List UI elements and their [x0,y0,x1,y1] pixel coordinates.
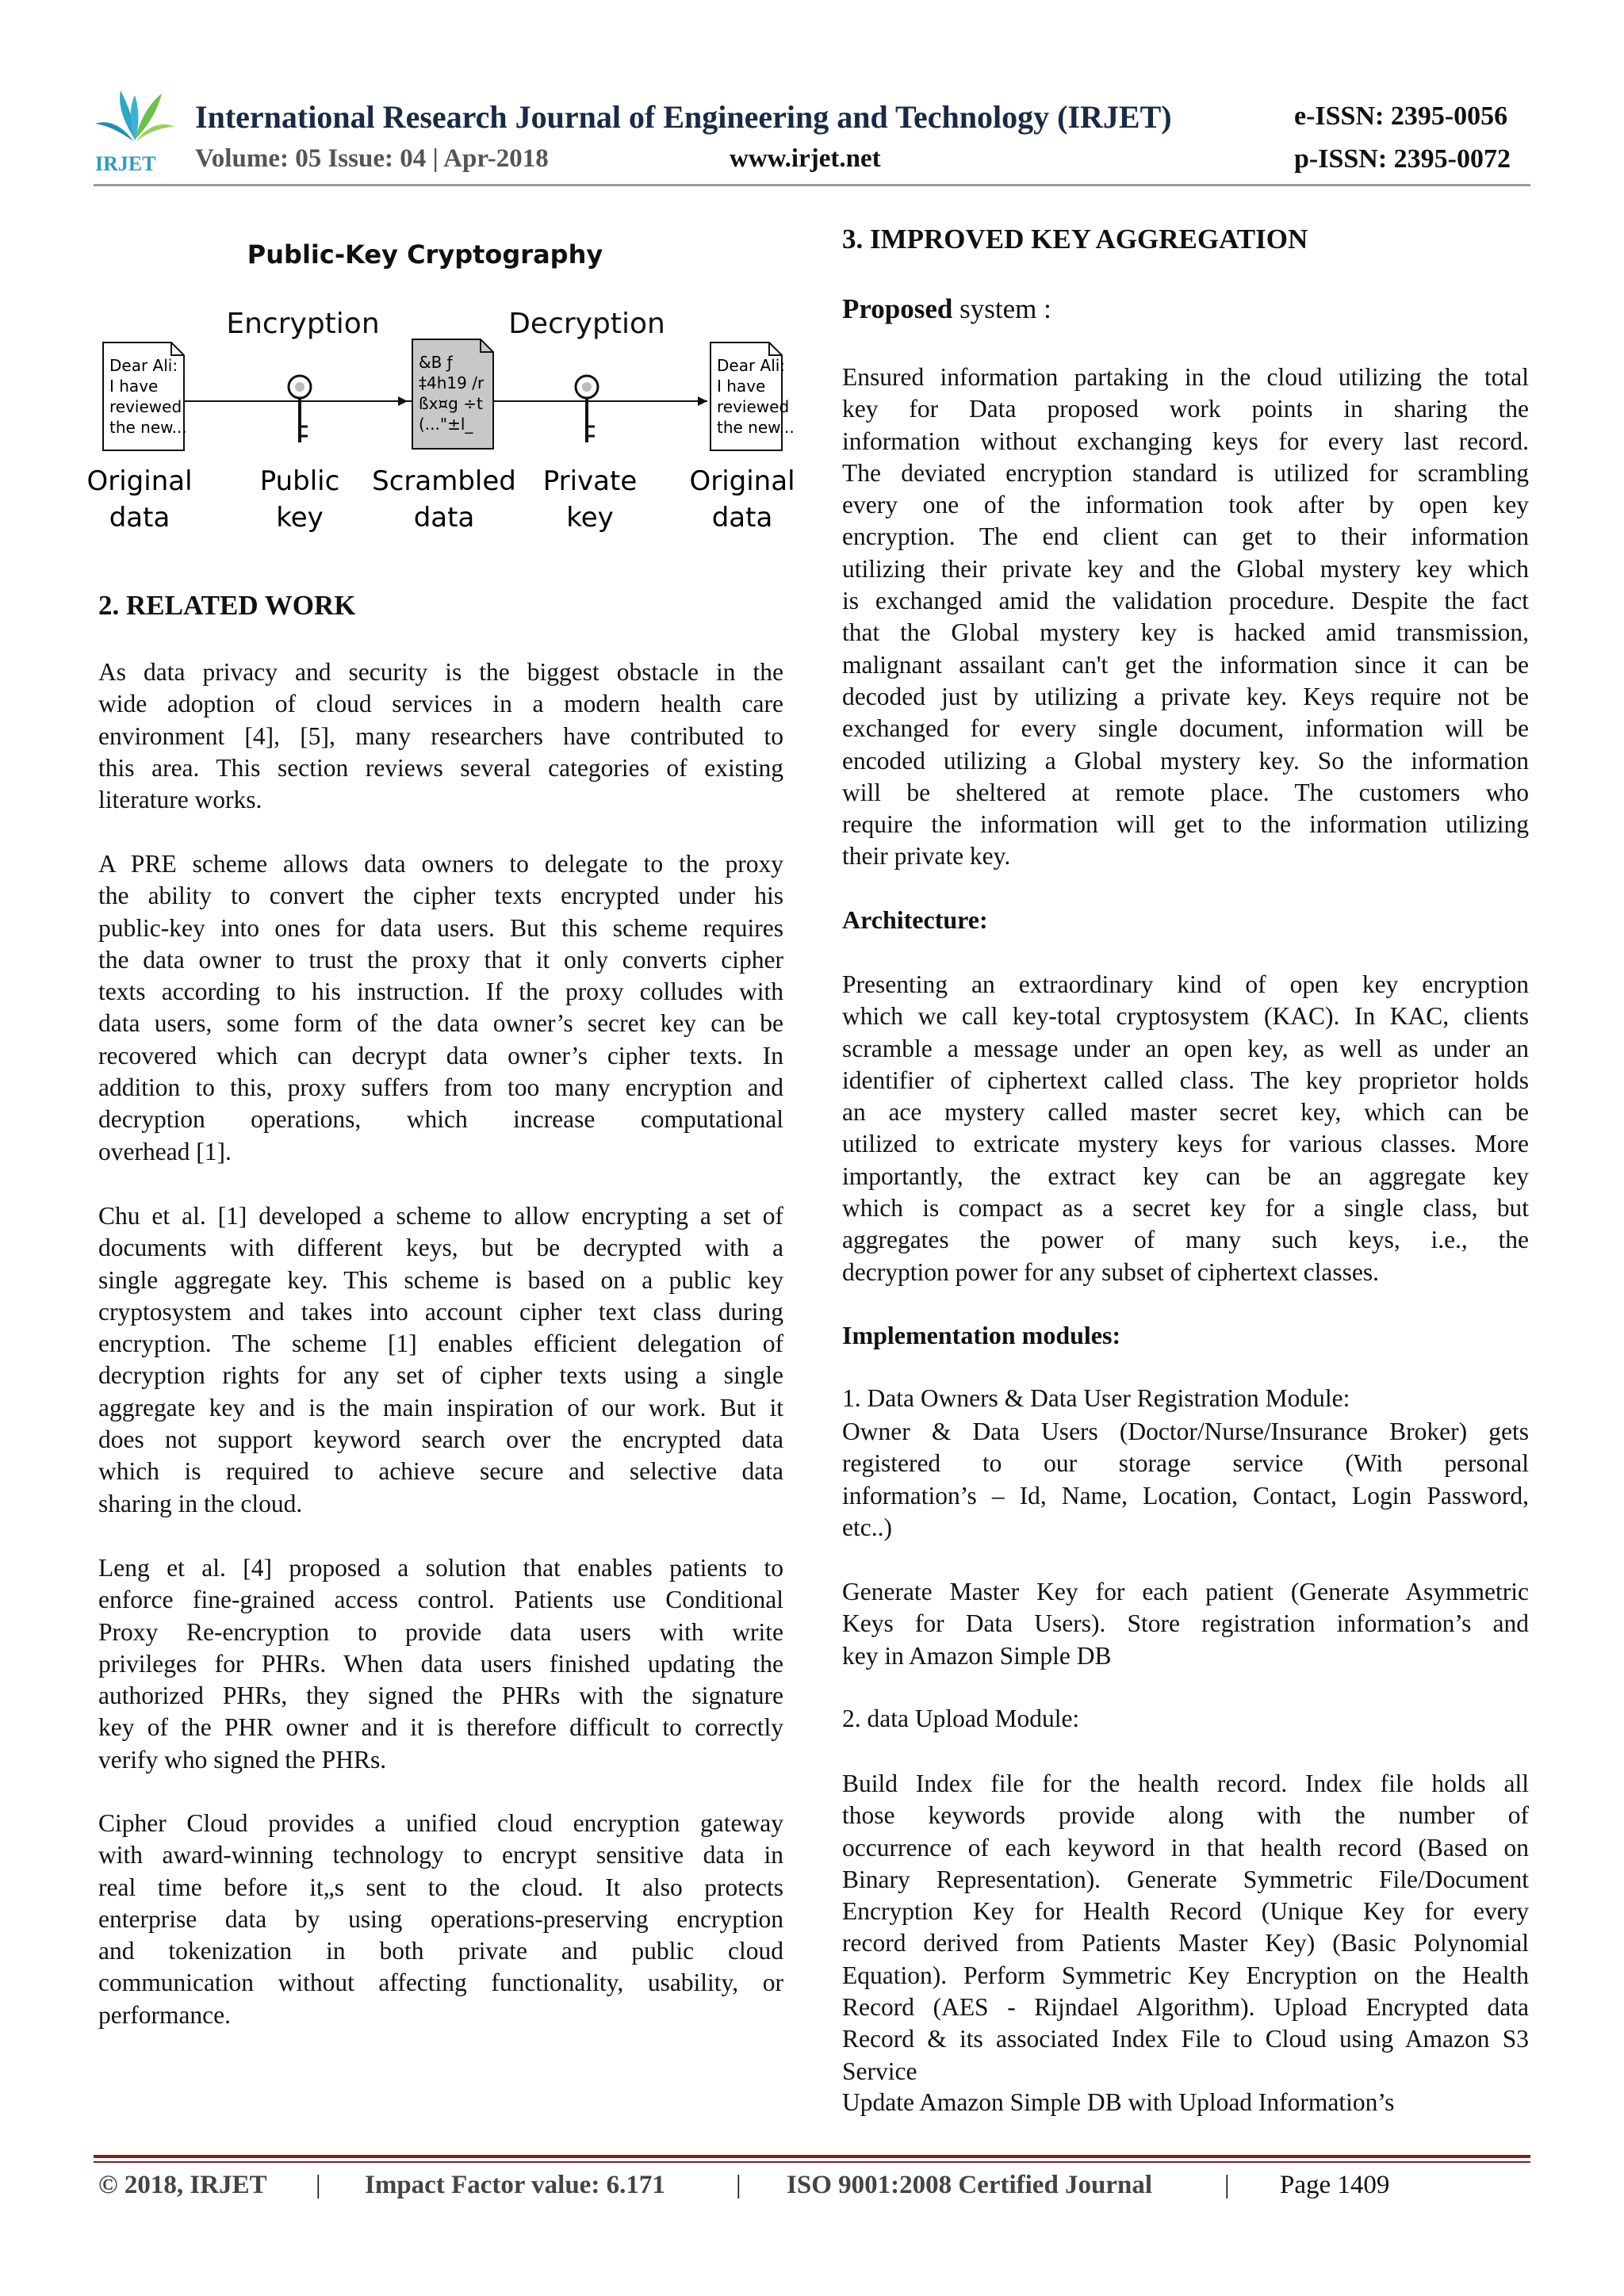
paragraph-line: registered to our storage service (With personal [842,1449,1529,1478]
paragraph-line: and tokenization in both private and public cloud [98,1937,783,1965]
paragraph-line: etc..) [842,1513,892,1541]
paragraph-line: key for Data proposed work points in sharing the [842,395,1529,423]
section-related-work-heading: 2. RELATED WORK [98,590,356,621]
paragraph-line: this area. This section reviews several categories of existing [98,753,783,782]
paragraph-line: every one of the information took after by open key [842,491,1529,519]
private-key-icon [576,376,598,442]
paragraph-line: will be sheltered at remote place. The customers who [842,778,1529,806]
footer-separator-1: | [316,2171,321,2199]
paragraph-line: single aggregate key. This scheme is based on a public key [98,1265,783,1294]
doc1-line-3: reviewed [109,397,182,416]
doc1-line-4: the new... [109,418,187,437]
doc2-line-1: Dear Ali: [717,356,786,375]
paragraph-line: Generate Master Key for each patient (Generate Asymmetric [842,1578,1529,1605]
paragraph-line: which is required to achieve secure and selective data [98,1457,783,1486]
scrambled-line-2: ‡4h19 /r [419,373,485,392]
footer-page-number: Page 1409 [1280,2171,1390,2199]
paragraph-line: aggregate key and is the main inspiration of our work. But it [98,1393,783,1422]
paragraph-line: information without exchanging keys for every last record. [842,427,1529,455]
header-divider [94,184,1530,186]
journal-logo [94,84,176,179]
arrow-to-original-icon [698,396,707,406]
original-document-icon [103,342,187,450]
proposed-system-paragraph [842,362,1529,873]
volume-info: Volume: 05 Issue: 04 | Apr-2018 [195,144,549,173]
label-original-data-1a: Original [86,465,193,497]
paragraph-line: literature works. [98,786,262,814]
paragraph-line: occurrence of each keyword in that health record (Based on [842,1833,1529,1862]
paragraph-line: Chu et al. [1] developed a scheme to allow encrypting a set of [98,1202,783,1230]
paragraph-line: that the Global mystery key is hacked amid transmission, [842,618,1529,647]
label-public-key-a: Public [259,465,340,497]
paragraph-line: addition to this, proxy suffers from too many encryption and [98,1073,783,1102]
paragraph-line: which is compact as a secret key for a single class, but [842,1194,1529,1223]
paragraph-line: Build Index file for the health record. Index file holds all [842,1770,1529,1797]
architecture-paragraph [842,969,1529,1288]
related-work-paragraph-4 [98,1552,783,1776]
doc2-line-3: reviewed [717,397,790,416]
module-2-last-line: Update Amazon Simple DB with Upload Information’s [842,2088,1395,2116]
paragraph-line: utilized to extricate mystery keys for various classes. More [842,1130,1529,1158]
paragraph-line: Service [842,2057,917,2085]
related-work-paragraph-5 [98,1808,783,2031]
paragraph-line: exchanged for every single document, information will be [842,714,1529,743]
label-private-key-b: key [566,502,614,534]
paragraph-line: information’s – Id, Name, Location, Contact, Login Password, [842,1481,1529,1510]
footer-iso: ISO 9001:2008 Certified Journal [787,2171,1153,2199]
paragraph-line: encryption. The scheme [1] enables efficient delegation of [98,1330,783,1358]
journal-title: International Research Journal of Engineering and Technology (IRJET) [195,99,1172,135]
paragraph-line: scramble a message under an open key, as well as under an [842,1034,1529,1062]
doc1-line-2: I have [109,377,159,396]
paragraph-line: decryption operations, which increase computational [98,1105,783,1134]
paragraph-line: communication without affecting functionality, usability, or [98,1969,783,1997]
module-2-title: 2. data Upload Module: [842,1705,1080,1732]
paragraph-line: Record (AES - Rijndael Algorithm). Upload Encrypted data [842,1993,1529,2022]
footer-separator-2: | [736,2171,741,2199]
related-work-paragraph-1 [98,656,783,816]
scrambled-document-icon [412,339,493,449]
label-original-data-1b: data [109,502,170,534]
paragraph-line: encryption. The end client can get to their information [842,522,1529,551]
arrow-to-scrambled-icon [398,396,408,406]
paragraph-line: Equation). Perform Symmetric Key Encryption on the Health [842,1961,1529,1989]
footer-copyright: © 2018, IRJET [98,2171,267,2199]
footer-rule-thick [94,2155,1530,2158]
section-improved-key-aggregation-heading: 3. IMPROVED KEY AGGREGATION [842,224,1308,254]
label-public-key-b: key [276,502,324,534]
footer-rule-thin [94,2161,1530,2163]
paragraph-line: which we call key-total cryptosystem (KAC). In KAC, clients [842,1002,1529,1031]
label-scrambled-data-b: data [413,502,475,534]
e-issn: e-ISSN: 2395-0056 [1294,101,1508,131]
module-2-paragraph [842,1768,1529,2087]
module-1-paragraph [842,1416,1529,1544]
p-issn: p-ISSN: 2395-0072 [1294,144,1511,174]
module-1-paragraph-2 [842,1576,1529,1672]
paragraph-line: enforce fine-grained access control. Patients use Conditional [98,1586,783,1614]
paragraph-line: the ability to convert the cipher texts encrypted under his [98,882,783,910]
paragraph-line: key in Amazon Simple DB [842,1641,1112,1670]
paragraph-line: with award-winning technology to encrypt sensitive data in [98,1841,783,1869]
paragraph-line: an ace mystery called master secret key, which can be [842,1098,1529,1127]
paragraph-line: data users, some form of the data owner’s secret key can be [98,1009,783,1038]
label-original-data-2a: Original [689,465,795,497]
paragraph-line: sharing in the cloud. [98,1489,303,1517]
paragraph-line: enterprise data by using operations-preserving encryption [98,1904,783,1933]
paragraph-line: recovered which can decrypt data owner’s cipher texts. In [98,1041,783,1070]
paragraph-line: texts according to his instruction. If the proxy colludes with [98,978,783,1006]
paragraph-line: Record & its associated Index File to Cloud using Amazon S3 [842,2025,1529,2053]
architecture-heading: Architecture: [842,905,988,934]
footer-impact-factor: Impact Factor value: 6.171 [365,2171,665,2199]
paragraph-line: key of the PHR owner and it is therefore difficult to correctly [98,1713,783,1742]
paragraph-line: A PRE scheme allows data owners to delegate to the proxy [98,850,783,878]
paragraph-line: real time before it„s sent to the cloud. It also protects [98,1873,783,1901]
paragraph-line: The deviated encryption standard is utilized for scrambling [842,458,1529,487]
footer-separator-3: | [1224,2171,1230,2199]
paragraph-line: utilizing their private key and the Global mystery key which [842,554,1529,583]
decryption-label: Decryption [508,308,665,340]
recovered-document-icon [710,342,795,450]
paragraph-line: As data privacy and security is the biggest obstacle in the [98,658,783,686]
paragraph-line: public-key into ones for data users. But this scheme requires [98,913,783,942]
related-work-paragraph-2 [98,848,783,1168]
paragraph-line: those keywords provide along with the number of [842,1801,1529,1830]
proposed-system-heading [842,293,1529,325]
paragraph-line: Cipher Cloud provides a unified cloud encryption gateway [98,1809,783,1837]
doc1-line-1: Dear Ali: [109,356,178,375]
paragraph-line: cryptosystem and takes into account cipher text class during [98,1297,783,1326]
figure-title: Public-Key Cryptography [247,239,603,270]
paragraph-line: Keys for Data Users). Store registration information’s and [842,1609,1529,1638]
label-original-data-2b: data [711,502,773,534]
paragraph-line: record derived from Patients Master Key) (Basic Polynomial [842,1929,1529,1957]
paragraph-line: documents with different keys, but be decrypted with a [98,1234,783,1262]
scrambled-line-3: ßx¤g ÷t [419,394,483,413]
paragraph-line: identifier of ciphertext called class. The key proprietor holds [842,1066,1529,1094]
paragraph-line: encoded utilizing a Global mystery key. So the information [842,746,1529,775]
related-work-paragraph-3 [98,1200,783,1520]
logo-text: IRJET [95,152,156,175]
paragraph-line: their private key. [842,842,1011,871]
paragraph-line: decryption power for any subset of ciphertext classes. [842,1257,1380,1286]
paragraph-line: is exchanged amid the validation procedure. Despite the fact [842,587,1529,615]
paragraph-line: malignant assailant can't get the information since it can be [842,650,1529,679]
journal-website[interactable]: www.irjet.net [730,144,881,173]
paragraph-line: Ensured information partaking in the cloud utilizing the total [842,363,1529,391]
paragraph-line: decryption rights for any set of cipher texts using a single [98,1361,783,1390]
paragraph-line: wide adoption of cloud services in a modern health care [98,690,783,718]
paragraph-line: environment [4], [5], many researchers have contributed to [98,721,783,750]
paragraph-line: aggregates the power of many such keys, i.e., the [842,1226,1529,1254]
label-scrambled-data-a: Scrambled [372,465,516,497]
public-key-icon [289,376,311,442]
paragraph-line: overhead [1]. [98,1137,232,1165]
scrambled-line-4: (..."±l_ [419,415,473,434]
encryption-label: Encryption [226,308,380,340]
paragraph-line: Leng et al. [4] proposed a solution that enables patients to [98,1554,783,1582]
doc2-line-4: the new... [717,418,795,437]
paragraph-line: decoded just by utilizing a private key. Keys require not be [842,682,1529,710]
paragraph-line: require the information will get to the information utilizing [842,810,1529,839]
paragraph-line: Presenting an extraordinary kind of open key encryption [842,970,1529,998]
module-1-title: 1. Data Owners & Data User Registration Module: [842,1384,1350,1412]
paragraph-line: Owner & Data Users (Doctor/Nurse/Insurance Broker) gets [842,1418,1529,1445]
paragraph-line: performance. [98,2000,232,2029]
public-key-cryptography-figure [86,230,795,555]
paragraph-line: the data owner to trust the proxy that it only converts cipher [98,945,783,974]
label-private-key-a: Private [542,465,638,497]
paragraph-line: privileges for PHRs. When data users finished updating the [98,1649,783,1678]
paragraph-line: Proxy Re-encryption to provide data users with write [98,1617,783,1646]
proposed-label: Proposed [842,293,953,324]
implementation-modules-heading: Implementation modules: [842,1321,1121,1349]
doc2-line-2: I have [717,377,766,396]
paragraph-line: Binary Representation). Generate Symmetric File/Document [842,1865,1529,1893]
proposed-suffix: system : [952,293,1051,324]
paragraph-line: importantly, the extract key can be an aggregate key [842,1161,1529,1190]
paragraph-line: verify who signed the PHRs. [98,1745,387,1774]
paragraph-line: Encryption Key for Health Record (Unique Key for every [842,1897,1529,1926]
paragraph-line: authorized PHRs, they signed the PHRs with the signature [98,1682,783,1710]
paragraph-line: does not support keyword search over the encrypted data [98,1425,783,1454]
scrambled-line-1: &B ƒ [419,353,453,372]
